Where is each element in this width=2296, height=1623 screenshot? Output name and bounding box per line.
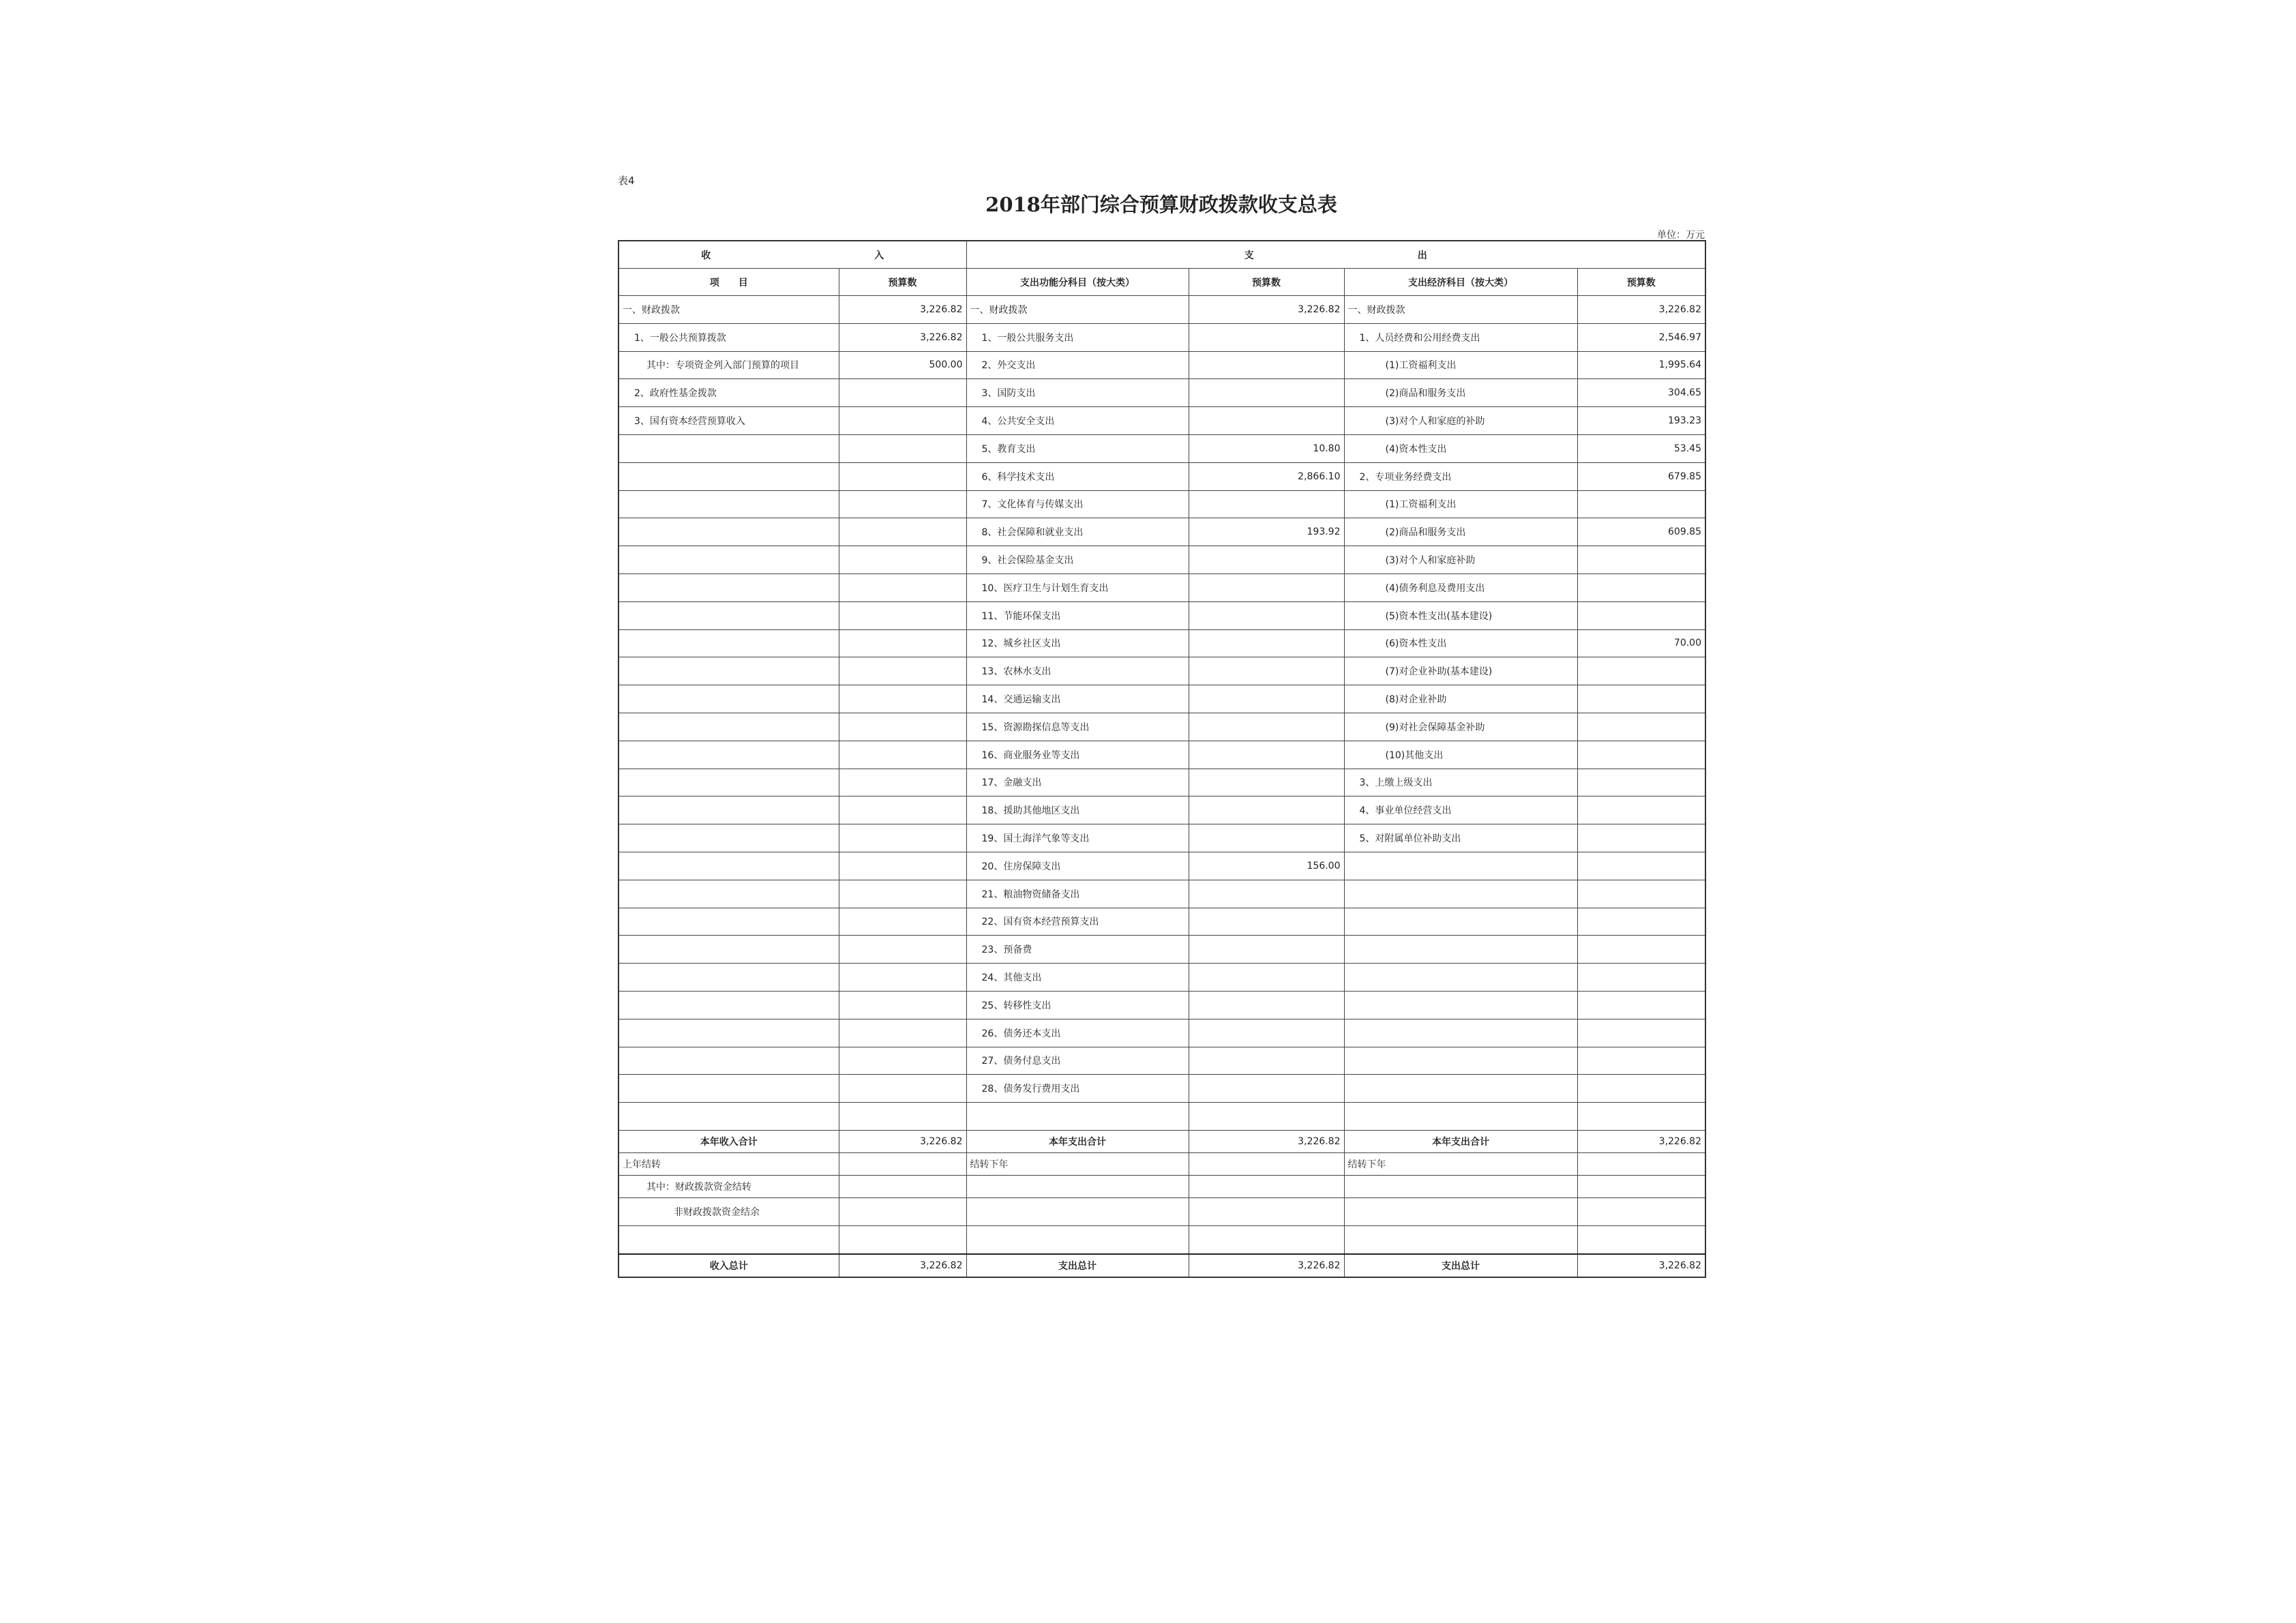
func-budget — [1189, 908, 1344, 936]
econ-budget — [1577, 769, 1705, 796]
income-total-value: 3,226.82 — [839, 1254, 966, 1277]
econ-item: (9)对社会保障基金补助 — [1344, 713, 1577, 741]
income-budget — [839, 1103, 966, 1131]
func-budget — [1189, 574, 1344, 601]
econ-item: 一、财政拨款 — [1344, 296, 1577, 324]
expense-section-header — [966, 241, 1705, 269]
col-header-budget-1: 预算数 — [839, 269, 966, 296]
fiscal-carry-label: 其中：财政拨款资金结转 — [618, 1175, 839, 1197]
income-item — [618, 796, 839, 824]
income-item — [618, 546, 839, 574]
econ-budget — [1577, 546, 1705, 574]
income-item — [618, 769, 839, 796]
prev-year-carry-value — [839, 1152, 966, 1175]
income-item — [618, 657, 839, 685]
func-budget — [1189, 1103, 1344, 1131]
fiscal-carry-value — [839, 1175, 966, 1197]
carry-row-2 — [618, 1175, 1705, 1197]
econ-budget — [1577, 796, 1705, 824]
table-row — [618, 1047, 1705, 1075]
year-expense-value: 3,226.82 — [1189, 1130, 1344, 1152]
econ-item: (3)对个人和家庭的补助 — [1344, 407, 1577, 435]
econ-budget — [1577, 1047, 1705, 1075]
non-fiscal-label: 非财政拨款资金结余 — [618, 1197, 839, 1225]
func-item: 8、社会保障和就业支出 — [966, 518, 1189, 546]
table-row — [618, 824, 1705, 852]
econ-item — [1344, 1103, 1577, 1131]
income-item — [618, 880, 839, 908]
year-expense-label-2: 本年支出合计 — [1344, 1130, 1577, 1152]
func-item: 11、节能环保支出 — [966, 601, 1189, 629]
econ-budget — [1577, 657, 1705, 685]
table-row — [618, 296, 1705, 324]
econ-budget: 3,226.82 — [1577, 296, 1705, 324]
carry-row-3 — [618, 1197, 1705, 1225]
func-item: 1、一般公共服务支出 — [966, 323, 1189, 351]
table-row — [618, 769, 1705, 796]
table-row — [618, 1075, 1705, 1103]
econ-item: (4)债务利息及费用支出 — [1344, 574, 1577, 601]
table-row — [618, 407, 1705, 435]
econ-budget — [1577, 1103, 1705, 1131]
page-title: 2018年部门综合预算财政拨款收支总表 — [985, 193, 1337, 216]
econ-budget — [1577, 741, 1705, 769]
table-row — [618, 964, 1705, 992]
income-item: 3、国有资本经营预算收入 — [618, 407, 839, 435]
func-budget — [1189, 824, 1344, 852]
empty-cell — [1577, 1197, 1705, 1225]
income-item — [618, 936, 839, 964]
func-budget — [1189, 629, 1344, 657]
func-budget — [1189, 379, 1344, 407]
econ-budget — [1577, 991, 1705, 1019]
expense-header-b: 出 — [1417, 250, 1427, 261]
econ-budget — [1577, 964, 1705, 992]
empty-cell — [1344, 1197, 1577, 1225]
func-item: 14、交通运输支出 — [966, 685, 1189, 713]
econ-item: (7)对企业补助(基本建设) — [1344, 657, 1577, 685]
income-budget — [839, 574, 966, 601]
income-budget — [839, 796, 966, 824]
func-budget — [1189, 351, 1344, 379]
table-row — [618, 490, 1705, 518]
income-budget: 500.00 — [839, 351, 966, 379]
table-row — [618, 991, 1705, 1019]
empty-cell — [618, 1225, 839, 1253]
table-row — [618, 574, 1705, 601]
income-budget — [839, 741, 966, 769]
econ-budget — [1577, 824, 1705, 852]
empty-cell — [1344, 1225, 1577, 1253]
table-row — [618, 796, 1705, 824]
empty-cell — [1189, 1197, 1344, 1225]
func-item: 27、债务付息支出 — [966, 1047, 1189, 1075]
func-item: 25、转移性支出 — [966, 991, 1189, 1019]
econ-item — [1344, 1047, 1577, 1075]
income-item — [618, 574, 839, 601]
econ-item: (1)工资福利支出 — [1344, 351, 1577, 379]
econ-item: (10)其他支出 — [1344, 741, 1577, 769]
econ-budget — [1577, 908, 1705, 936]
econ-item: (4)资本性支出 — [1344, 434, 1577, 462]
econ-item: (8)对企业补助 — [1344, 685, 1577, 713]
econ-budget — [1577, 880, 1705, 908]
income-item — [618, 991, 839, 1019]
table-row — [618, 323, 1705, 351]
func-budget — [1189, 713, 1344, 741]
table-row — [618, 657, 1705, 685]
table-row — [618, 1103, 1705, 1131]
table-number: 表4 — [618, 175, 635, 187]
func-item: 2、外交支出 — [966, 351, 1189, 379]
empty-cell — [966, 1175, 1189, 1197]
econ-budget: 609.85 — [1577, 518, 1705, 546]
income-item: 一、财政拨款 — [618, 296, 839, 324]
income-budget — [839, 1047, 966, 1075]
econ-item — [1344, 1075, 1577, 1103]
table-row — [618, 351, 1705, 379]
func-item: 21、粮油物资储备支出 — [966, 880, 1189, 908]
budget-table — [618, 240, 1706, 1278]
income-item — [618, 434, 839, 462]
econ-item: 3、上缴上级支出 — [1344, 769, 1577, 796]
income-item: 其中：专项资金列入部门预算的项目 — [618, 351, 839, 379]
table-row — [618, 1019, 1705, 1047]
income-item — [618, 462, 839, 490]
table-row — [618, 601, 1705, 629]
income-item — [618, 1019, 839, 1047]
income-item — [618, 1047, 839, 1075]
func-item: 7、文化体育与传媒支出 — [966, 490, 1189, 518]
econ-budget — [1577, 601, 1705, 629]
income-item — [618, 518, 839, 546]
func-item: 15、资源勘探信息等支出 — [966, 713, 1189, 741]
func-budget — [1189, 964, 1344, 992]
empty-cell — [1344, 1175, 1577, 1197]
econ-item: (2)商品和服务支出 — [1344, 379, 1577, 407]
empty-cell — [1189, 1225, 1344, 1253]
year-expense-value-2: 3,226.82 — [1577, 1130, 1705, 1152]
year-total-row — [618, 1130, 1705, 1152]
table-row — [618, 685, 1705, 713]
income-budget — [839, 601, 966, 629]
func-item — [966, 1103, 1189, 1131]
econ-item — [1344, 964, 1577, 992]
income-item — [618, 908, 839, 936]
econ-budget: 70.00 — [1577, 629, 1705, 657]
func-budget — [1189, 601, 1344, 629]
func-budget: 10.80 — [1189, 434, 1344, 462]
func-budget: 2,866.10 — [1189, 462, 1344, 490]
func-budget — [1189, 1019, 1344, 1047]
income-budget — [839, 518, 966, 546]
expense-total-value-2: 3,226.82 — [1577, 1254, 1705, 1277]
income-item: 1、一般公共预算拨款 — [618, 323, 839, 351]
income-item — [618, 685, 839, 713]
income-budget — [839, 490, 966, 518]
income-section-header — [618, 241, 966, 269]
income-total-label: 收入总计 — [618, 1254, 839, 1277]
income-item — [618, 490, 839, 518]
income-item — [618, 741, 839, 769]
econ-budget: 2,546.97 — [1577, 323, 1705, 351]
econ-item — [1344, 1019, 1577, 1047]
econ-item — [1344, 936, 1577, 964]
func-budget: 156.00 — [1189, 852, 1344, 880]
income-item — [618, 601, 839, 629]
income-item — [618, 713, 839, 741]
table-row — [618, 462, 1705, 490]
income-budget — [839, 434, 966, 462]
empty-cell — [966, 1197, 1189, 1225]
func-item: 18、援助其他地区支出 — [966, 796, 1189, 824]
econ-item: (2)商品和服务支出 — [1344, 518, 1577, 546]
income-budget — [839, 629, 966, 657]
col-header-econ: 支出经济科目（按大类） — [1344, 269, 1577, 296]
income-item — [618, 824, 839, 852]
func-budget — [1189, 1075, 1344, 1103]
econ-budget: 1,995.64 — [1577, 351, 1705, 379]
func-item: 6、科学技术支出 — [966, 462, 1189, 490]
func-item: 9、社会保险基金支出 — [966, 546, 1189, 574]
income-budget — [839, 685, 966, 713]
header-row-sections — [618, 241, 1705, 269]
func-budget — [1189, 1047, 1344, 1075]
func-item: 17、金融支出 — [966, 769, 1189, 796]
econ-item: (3)对个人和家庭补助 — [1344, 546, 1577, 574]
econ-budget — [1577, 685, 1705, 713]
income-budget: 3,226.82 — [839, 323, 966, 351]
econ-item — [1344, 880, 1577, 908]
econ-item: (6)资本性支出 — [1344, 629, 1577, 657]
econ-budget: 679.85 — [1577, 462, 1705, 490]
func-item: 16、商业服务业等支出 — [966, 741, 1189, 769]
func-item: 10、医疗卫生与计划生育支出 — [966, 574, 1189, 601]
non-fiscal-value — [839, 1197, 966, 1225]
econ-item: 5、对附属单位补助支出 — [1344, 824, 1577, 852]
year-income-value: 3,226.82 — [839, 1130, 966, 1152]
func-item: 28、债务发行费用支出 — [966, 1075, 1189, 1103]
func-budget — [1189, 685, 1344, 713]
income-budget — [839, 880, 966, 908]
econ-budget — [1577, 713, 1705, 741]
table-row — [618, 741, 1705, 769]
func-budget — [1189, 546, 1344, 574]
header-row-columns — [618, 269, 1705, 296]
income-budget — [839, 462, 966, 490]
expense-header-a: 支 — [1244, 250, 1254, 261]
col-header-item: 项 目 — [618, 269, 839, 296]
func-item: 一、财政拨款 — [966, 296, 1189, 324]
econ-budget: 53.45 — [1577, 434, 1705, 462]
func-item: 3、国防支出 — [966, 379, 1189, 407]
econ-budget: 193.23 — [1577, 407, 1705, 435]
col-header-budget-2: 预算数 — [1189, 269, 1344, 296]
income-header-a: 收 — [701, 250, 711, 261]
income-budget — [839, 379, 966, 407]
func-item: 4、公共安全支出 — [966, 407, 1189, 435]
blank-row — [618, 1225, 1705, 1253]
income-budget — [839, 908, 966, 936]
income-budget — [839, 769, 966, 796]
func-budget — [1189, 741, 1344, 769]
income-item — [618, 1075, 839, 1103]
func-budget — [1189, 936, 1344, 964]
income-budget — [839, 964, 966, 992]
carry-next-label: 结转下年 — [966, 1152, 1189, 1175]
table-row — [618, 629, 1705, 657]
func-budget — [1189, 490, 1344, 518]
func-item: 23、预备费 — [966, 936, 1189, 964]
income-budget: 3,226.82 — [839, 296, 966, 324]
func-item: 19、国土海洋气象等支出 — [966, 824, 1189, 852]
func-item: 22、国有资本经营预算支出 — [966, 908, 1189, 936]
table-row — [618, 852, 1705, 880]
col-header-budget-3: 预算数 — [1577, 269, 1705, 296]
table-row — [618, 546, 1705, 574]
func-budget — [1189, 657, 1344, 685]
table-row — [618, 908, 1705, 936]
econ-item: (5)资本性支出(基本建设) — [1344, 601, 1577, 629]
carry-next-label-2: 结转下年 — [1344, 1152, 1577, 1175]
func-budget — [1189, 769, 1344, 796]
econ-budget — [1577, 1019, 1705, 1047]
econ-item: 4、事业单位经营支出 — [1344, 796, 1577, 824]
table-row — [618, 936, 1705, 964]
empty-cell — [1577, 1225, 1705, 1253]
econ-budget — [1577, 490, 1705, 518]
income-budget — [839, 824, 966, 852]
econ-item: 1、人员经费和公用经费支出 — [1344, 323, 1577, 351]
unit-label: 单位：万元 — [1657, 230, 1705, 241]
func-budget — [1189, 323, 1344, 351]
econ-item — [1344, 852, 1577, 880]
expense-total-value: 3,226.82 — [1189, 1254, 1344, 1277]
expense-total-label-2: 支出总计 — [1344, 1254, 1577, 1277]
income-budget — [839, 657, 966, 685]
grand-total-row — [618, 1254, 1705, 1277]
income-item — [618, 629, 839, 657]
func-budget — [1189, 991, 1344, 1019]
func-item: 13、农林水支出 — [966, 657, 1189, 685]
table-row — [618, 518, 1705, 546]
table-row — [618, 379, 1705, 407]
income-budget — [839, 1019, 966, 1047]
econ-budget — [1577, 936, 1705, 964]
carry-next-value-2 — [1577, 1152, 1705, 1175]
func-budget — [1189, 796, 1344, 824]
carry-row-1 — [618, 1152, 1705, 1175]
income-item: 2、政府性基金拨款 — [618, 379, 839, 407]
func-item: 5、教育支出 — [966, 434, 1189, 462]
empty-cell — [1577, 1175, 1705, 1197]
func-budget: 193.92 — [1189, 518, 1344, 546]
func-item: 24、其他支出 — [966, 964, 1189, 992]
econ-item — [1344, 991, 1577, 1019]
income-budget — [839, 991, 966, 1019]
income-budget — [839, 546, 966, 574]
income-budget — [839, 713, 966, 741]
table-row — [618, 434, 1705, 462]
empty-cell — [839, 1225, 966, 1253]
year-income-label: 本年收入合计 — [618, 1130, 839, 1152]
income-budget — [839, 1075, 966, 1103]
func-budget — [1189, 880, 1344, 908]
econ-item: (1)工资福利支出 — [1344, 490, 1577, 518]
econ-budget — [1577, 574, 1705, 601]
income-budget — [839, 852, 966, 880]
func-item: 26、债务还本支出 — [966, 1019, 1189, 1047]
func-item: 12、城乡社区支出 — [966, 629, 1189, 657]
func-budget: 3,226.82 — [1189, 296, 1344, 324]
income-item — [618, 1103, 839, 1131]
empty-cell — [1189, 1175, 1344, 1197]
income-budget — [839, 936, 966, 964]
econ-budget: 304.65 — [1577, 379, 1705, 407]
econ-item: 2、专项业务经费支出 — [1344, 462, 1577, 490]
func-item: 20、住房保障支出 — [966, 852, 1189, 880]
expense-total-label: 支出总计 — [966, 1254, 1189, 1277]
econ-budget — [1577, 852, 1705, 880]
income-header-b: 入 — [874, 250, 884, 261]
carry-next-value — [1189, 1152, 1344, 1175]
table-row — [618, 880, 1705, 908]
func-budget — [1189, 407, 1344, 435]
econ-item — [1344, 908, 1577, 936]
empty-cell — [966, 1225, 1189, 1253]
income-item — [618, 852, 839, 880]
year-expense-label: 本年支出合计 — [966, 1130, 1189, 1152]
income-item — [618, 964, 839, 992]
col-header-func: 支出功能分科目（按大类） — [966, 269, 1189, 296]
prev-year-carry-label: 上年结转 — [618, 1152, 839, 1175]
econ-budget — [1577, 1075, 1705, 1103]
table-row — [618, 713, 1705, 741]
income-budget — [839, 407, 966, 435]
